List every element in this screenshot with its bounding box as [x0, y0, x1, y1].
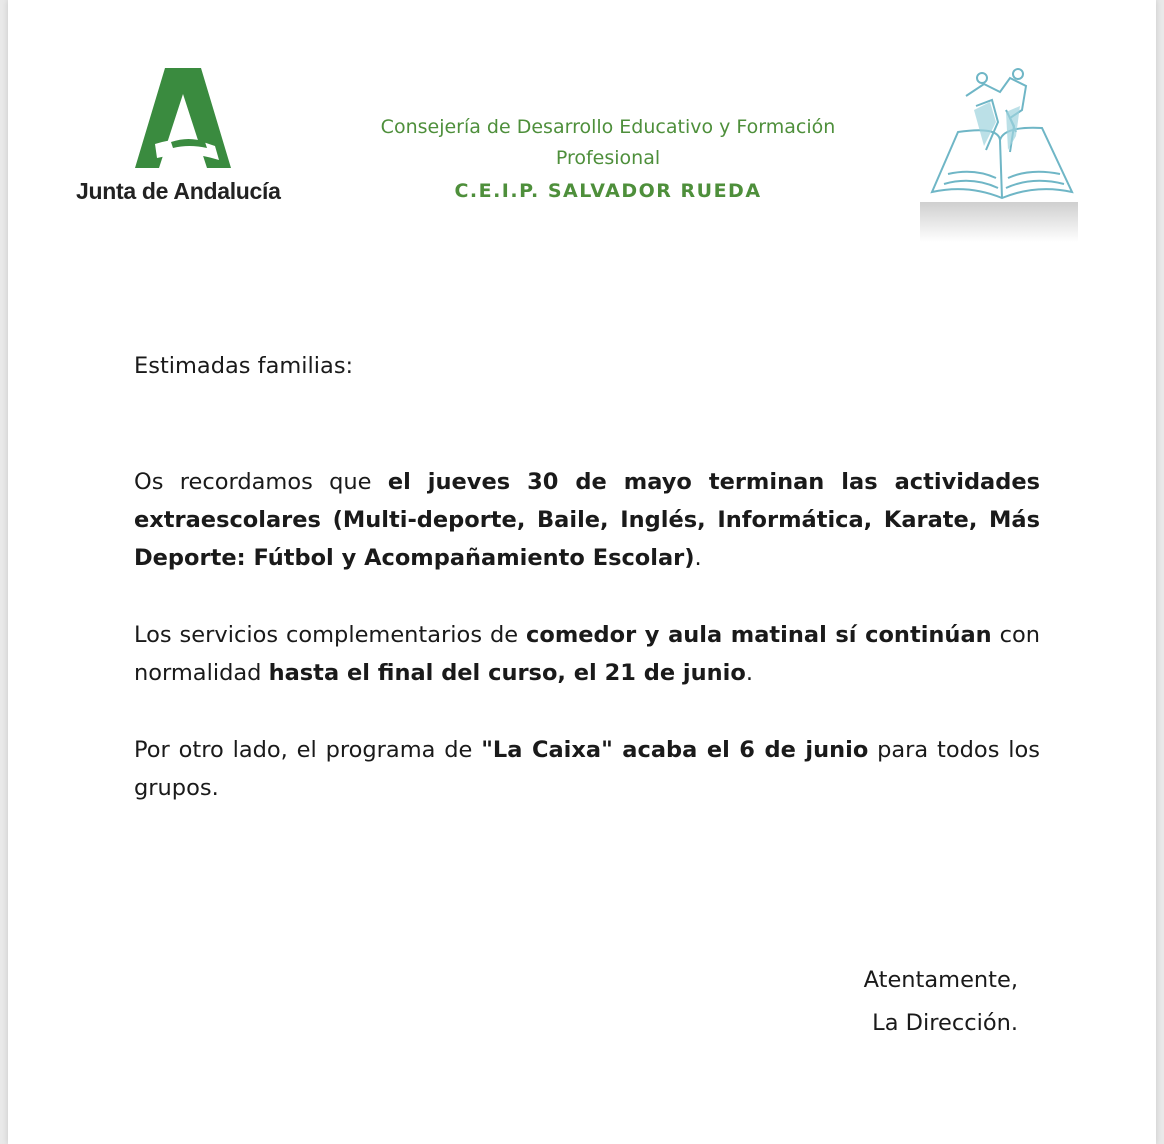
closing: [768, 959, 1018, 1045]
paragraph-services-continue: [134, 616, 1040, 692]
p3-text: Por otro lado, el programa de: [134, 737, 482, 763]
p2-bold-2: hasta el final del curso, el 21 de junio: [268, 660, 746, 686]
p2-bold-1: comedor y aula matinal sí continúan: [526, 622, 992, 648]
greeting: Estimadas familias:: [134, 353, 354, 379]
school-name: C.E.I.P. SALVADOR RUEDA: [454, 180, 762, 202]
p1-text: Os recordamos que: [134, 469, 388, 495]
p3-end: para todos los grupos.: [134, 737, 1040, 801]
letterhead: [308, 112, 908, 207]
p1-bold: el jueves 30 de mayo terminan las actividades extraescolares (Multi-deporte, Baile, Inglés, Informática, Karate, Más Deporte: Fútbol y Acompañamiento Escolar): [134, 469, 1040, 571]
department-line-1: Consejería de Desarrollo Educativo y Formación: [380, 116, 836, 138]
closing-salutation: Atentamente,: [863, 967, 1018, 993]
p2-end: .: [745, 660, 754, 686]
junta-andalucia-label: Junta de Andalucía: [76, 178, 281, 204]
p2-mid: con normalidad: [134, 622, 1040, 686]
junta-andalucia-logo: [72, 64, 322, 209]
paragraph-la-caixa: [134, 731, 1040, 807]
junta-a-emblem-icon: [127, 66, 237, 176]
signature-direction: La Dirección.: [872, 1010, 1018, 1036]
p3-bold: "La Caixa" acaba el 6 de junio: [481, 737, 869, 763]
department-line-2: Profesional: [555, 147, 661, 169]
p2-text: Los servicios complementarios de: [134, 622, 527, 648]
letter-page: [8, 0, 1156, 1144]
school-logo: [918, 66, 1080, 246]
paragraph-activities-end: [134, 463, 1040, 577]
book-with-figures-icon: [918, 66, 1080, 246]
p1-end: .: [694, 545, 702, 571]
